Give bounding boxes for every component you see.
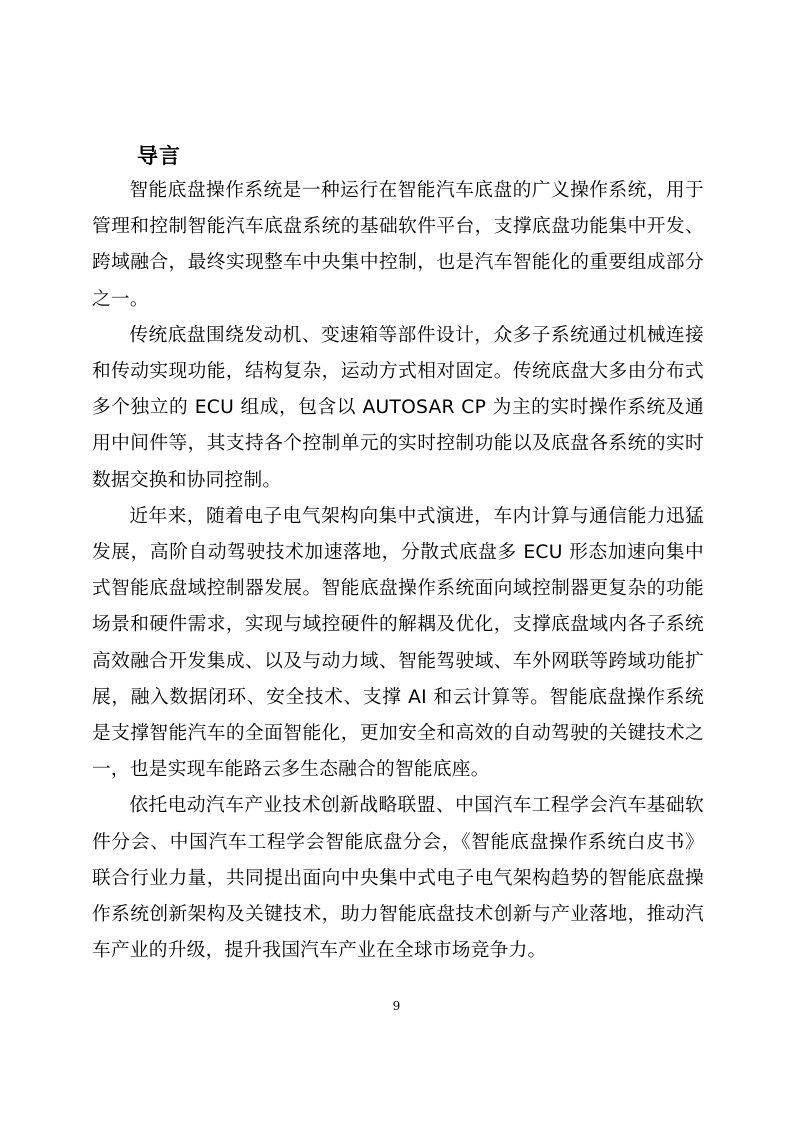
section-heading: 导言 [137,144,181,168]
paragraph-1: 智能底盘操作系统是一种运行在智能汽车底盘的广义操作系统，用于管理和控制智能汽车底盘系统的基础软件平台，支撑底盘功能集中开发、跨域融合，最终实现整车中央集中控制，也是汽车智能化的重要组成部分之一。 [92,180,704,310]
body-text [92,173,704,969]
paragraph-3: 近年来，随着电子电气架构向集中式演进，车内计算与通信能力迅猛发展，高阶自动驾驶技术加速落地，分散式底盘多 ECU 形态加速向集中式智能底盘域控制器发展。智能底盘操作系统面向域控制器更复杂的功能场景和硬件需求，实现与域控硬件的解耦及优化，支撑底盘域内各子系统高效融合开发集成、以及与动力域、智能驾驶域、车外网联等跨域功能扩展，融入数据闭环、安全技术、支撑 AI 和云计算等。智能底盘操作系统是支撑智能汽车的全面智能化，更加安全和高效的自动驾驶的关键技术之一，也是实现车能路云多生态融合的智能底座。 [92,505,704,781]
page-number: 9 [392,999,401,1013]
paragraph-2: 传统底盘围绕发动机、变速箱等部件设计，众多子系统通过机械连接和传动实现功能，结构复杂，运动方式相对固定。传统底盘大多由分布式多个独立的 ECU 组成，包含以 AUTOSAR CP 为主的实时操作系统及通用中间件等，其支持各个控制单元的实时控制功能以及底盘各系统的实时数据交换和协同控制。 [92,324,704,491]
paragraph-4: 依托电动汽车产业技术创新战略联盟、中国汽车工程学会汽车基础软件分会、中国汽车工程学会智能底盘分会，《智能底盘操作系统白皮书》联合行业力量，共同提出面向中央集中式电子电气架构趋势的智能底盘操作系统创新架构及关键技术，助力智能底盘技术创新与产业落地，推动汽车产业的升级，提升我国汽车产业在全球市场竞争力。 [92,795,704,962]
